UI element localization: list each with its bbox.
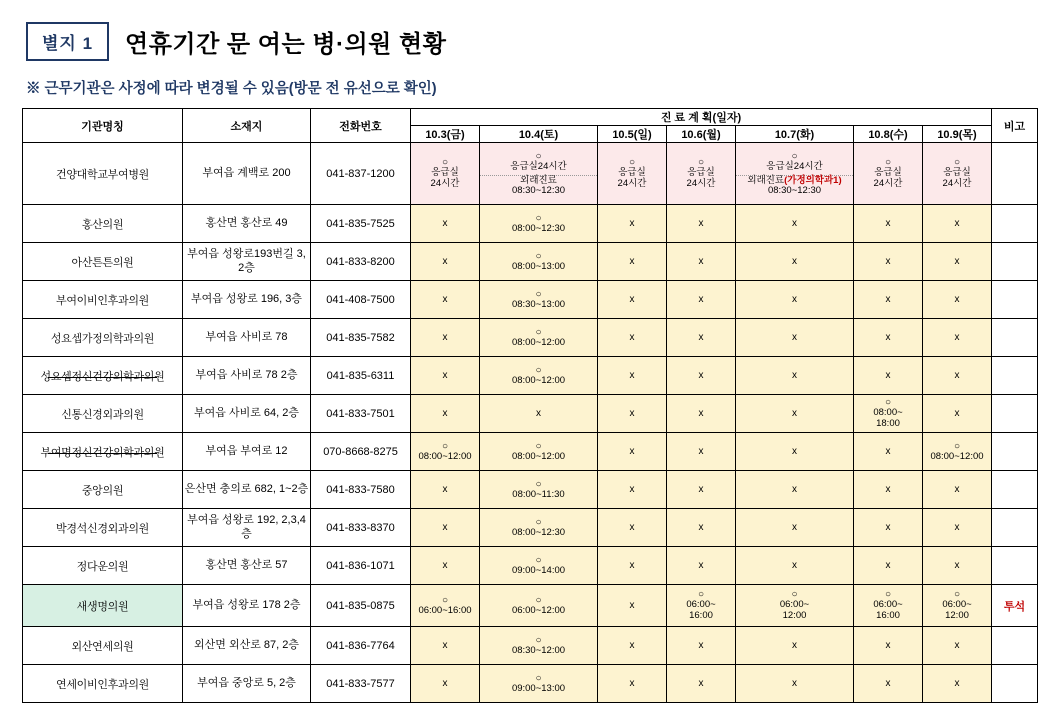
schedule-cell: x (667, 281, 736, 319)
memo-cell (992, 509, 1038, 547)
table-header-row-1 (23, 109, 1038, 126)
clinic-address: 외산면 외산로 87, 2층 (183, 627, 311, 665)
schedule-cell: x (854, 471, 923, 509)
schedule-cell: x (736, 395, 854, 433)
schedule-cell: ○ 08:00~12:00 (480, 357, 598, 395)
table-row (23, 205, 1038, 243)
document-page (0, 22, 1026, 715)
clinic-address: 부여읍 성왕로 196, 3층 (183, 281, 311, 319)
schedule-cell: x (736, 665, 854, 703)
memo-cell (992, 395, 1038, 433)
col-header-day-3: 10.6(월) (667, 126, 736, 143)
clinic-tel: 070-8668-8275 (311, 433, 411, 471)
table-row (23, 319, 1038, 357)
col-header-name: 기관명칭 (23, 109, 183, 143)
schedule-cell: x (598, 471, 667, 509)
schedule-cell: x (854, 665, 923, 703)
schedule-cell: x (854, 319, 923, 357)
schedule-cell: ○ 06:00~ 16:00 (667, 585, 736, 627)
table-row (23, 665, 1038, 703)
col-header-memo: 비고 (992, 109, 1038, 143)
schedule-cell: ○ 08:00~ 18:00 (854, 395, 923, 433)
schedule-cell: x (667, 471, 736, 509)
schedule-cell: x (598, 547, 667, 585)
clinic-name: 건양대학교부여병원 (23, 143, 183, 205)
schedule-cell: ○ 08:00~12:30 (480, 509, 598, 547)
schedule-cell: x (598, 281, 667, 319)
clinic-tel: 041-833-8370 (311, 509, 411, 547)
clinic-address: 부여읍 계백로 200 (183, 143, 311, 205)
clinic-address: 부여읍 사비로 64, 2층 (183, 395, 311, 433)
memo-cell (992, 547, 1038, 585)
schedule-cell: x (598, 205, 667, 243)
schedule-cell: ○ 응급실 24시간 (598, 143, 667, 205)
table-row (23, 471, 1038, 509)
schedule-cell: ○ 응급실 24시간 (923, 143, 992, 205)
schedule-cell: ○ 응급실 24시간 (667, 143, 736, 205)
schedule-cell: x (736, 471, 854, 509)
schedule-cell: x (598, 627, 667, 665)
table-row (23, 243, 1038, 281)
schedule-cell: x (411, 509, 480, 547)
schedule-cell: ○ 09:00~14:00 (480, 547, 598, 585)
memo-cell (992, 665, 1038, 703)
schedule-cell: x (854, 243, 923, 281)
clinic-tel: 041-835-0875 (311, 585, 411, 627)
clinic-address: 홍산면 홍산로 57 (183, 547, 311, 585)
col-header-day-6: 10.9(목) (923, 126, 992, 143)
schedule-cell: x (667, 243, 736, 281)
schedule-cell: ○ 08:00~12:00 (923, 433, 992, 471)
schedule-cell: ○ 08:00~12:30 (480, 205, 598, 243)
clinic-name: 성요셉정신건강의학과의원 (23, 357, 183, 395)
schedule-cell: x (598, 357, 667, 395)
col-header-day-4: 10.7(화) (736, 126, 854, 143)
schedule-cell: x (736, 509, 854, 547)
schedule-cell: x (480, 395, 598, 433)
clinic-name: 성요셉가정의학과의원 (23, 319, 183, 357)
schedule-cell: ○ 응급실 24시간 (411, 143, 480, 205)
clinic-tel: 041-835-6311 (311, 357, 411, 395)
schedule-cell: x (854, 205, 923, 243)
table-row (23, 395, 1038, 433)
clinic-name: 연세이비인후과의원 (23, 665, 183, 703)
schedule-cell: x (411, 205, 480, 243)
schedule-cell: x (667, 395, 736, 433)
clinic-address: 부여읍 성왕로 178 2층 (183, 585, 311, 627)
title-row (26, 22, 979, 61)
schedule-cell: x (854, 547, 923, 585)
schedule-cell: ○ 06:00~ 16:00 (854, 585, 923, 627)
clinic-address: 부여읍 사비로 78 2층 (183, 357, 311, 395)
schedule-cell: x (667, 357, 736, 395)
schedule-cell: ○ 08:00~11:30 (480, 471, 598, 509)
clinic-tel: 041-836-1071 (311, 547, 411, 585)
schedule-cell: x (598, 509, 667, 547)
schedule-cell: x (411, 243, 480, 281)
schedule-cell: x (923, 471, 992, 509)
clinic-name: 신통신경외과의원 (23, 395, 183, 433)
memo-cell (992, 205, 1038, 243)
schedule-cell: x (598, 585, 667, 627)
schedule-cell: ○ 08:00~12:00 (411, 433, 480, 471)
clinic-tel: 041-835-7525 (311, 205, 411, 243)
clinic-tel: 041-835-7582 (311, 319, 411, 357)
memo-cell (992, 433, 1038, 471)
schedule-cell: ○ 06:00~16:00 (411, 585, 480, 627)
schedule-cell: x (736, 627, 854, 665)
schedule-cell: x (854, 281, 923, 319)
clinic-address: 부여읍 성왕로193번길 3, 2층 (183, 243, 311, 281)
schedule-cell: x (736, 319, 854, 357)
table-row (23, 433, 1038, 471)
clinic-tel: 041-836-7764 (311, 627, 411, 665)
page-title: 연휴기간 문 여는 병·의원 현황 (125, 31, 447, 58)
schedule-cell: ○ 응급실24시간 외래진료(가정의학과1) 08:30~12:30 (736, 143, 854, 205)
clinic-address: 부여읍 사비로 78 (183, 319, 311, 357)
schedule-cell: x (667, 509, 736, 547)
table-row (23, 509, 1038, 547)
schedule-cell: x (598, 243, 667, 281)
schedule-cell: x (736, 281, 854, 319)
schedule-cell: x (923, 547, 992, 585)
table-row (23, 547, 1038, 585)
clinic-name: 아산튼튼의원 (23, 243, 183, 281)
schedule-cell: x (667, 627, 736, 665)
schedule-cell: x (854, 433, 923, 471)
table-row (23, 357, 1038, 395)
schedule-cell: x (854, 627, 923, 665)
schedule-cell: x (598, 665, 667, 703)
memo-cell (992, 357, 1038, 395)
clinic-name: 부여명정신건강의학과의원 (23, 433, 183, 471)
schedule-cell: x (736, 205, 854, 243)
clinic-tel: 041-837-1200 (311, 143, 411, 205)
schedule-cell: x (411, 357, 480, 395)
memo-cell (992, 243, 1038, 281)
clinic-tel: 041-833-8200 (311, 243, 411, 281)
table-body (23, 143, 1038, 703)
schedule-table (22, 108, 1038, 703)
schedule-cell: x (598, 395, 667, 433)
schedule-cell: x (923, 395, 992, 433)
schedule-cell: x (598, 433, 667, 471)
note-text: ※ 근무기관은 사정에 따라 변경될 수 있음(방문 전 유선으로 확인) (26, 81, 437, 97)
schedule-cell: ○ 08:00~12:00 (480, 433, 598, 471)
col-header-schedule-group: 진 료 계 획(일자) (411, 109, 992, 126)
clinic-address: 부여읍 성왕로 192, 2,3,4층 (183, 509, 311, 547)
clinic-name: 부여이비인후과의원 (23, 281, 183, 319)
clinic-name: 새생명의원 (23, 585, 183, 627)
schedule-cell: ○ 응급실 24시간 (854, 143, 923, 205)
schedule-cell: x (854, 357, 923, 395)
schedule-cell: x (923, 205, 992, 243)
schedule-cell: x (854, 509, 923, 547)
memo-cell (992, 281, 1038, 319)
schedule-cell: ○ 06:00~12:00 (480, 585, 598, 627)
clinic-address: 은산면 충의로 682, 1~2층 (183, 471, 311, 509)
schedule-cell: x (667, 205, 736, 243)
clinic-name: 외산연세의원 (23, 627, 183, 665)
schedule-cell: ○ 09:00~13:00 (480, 665, 598, 703)
schedule-cell: x (411, 665, 480, 703)
clinic-tel: 041-833-7577 (311, 665, 411, 703)
schedule-cell: x (736, 433, 854, 471)
schedule-cell: x (411, 627, 480, 665)
schedule-cell: x (923, 281, 992, 319)
col-header-day-2: 10.5(일) (598, 126, 667, 143)
col-header-tel: 전화번호 (311, 109, 411, 143)
schedule-cell: x (923, 627, 992, 665)
schedule-cell: x (923, 319, 992, 357)
schedule-cell: x (411, 281, 480, 319)
schedule-cell: ○ 08:30~12:00 (480, 627, 598, 665)
schedule-cell: ○ 08:30~13:00 (480, 281, 598, 319)
schedule-cell: x (411, 319, 480, 357)
schedule-cell: x (667, 547, 736, 585)
schedule-cell: x (598, 319, 667, 357)
schedule-cell: x (411, 471, 480, 509)
memo-cell (992, 471, 1038, 509)
schedule-cell: x (736, 243, 854, 281)
schedule-cell: x (411, 395, 480, 433)
schedule-cell: x (411, 547, 480, 585)
schedule-cell: x (736, 547, 854, 585)
clinic-address: 부여읍 중앙로 5, 2층 (183, 665, 311, 703)
table-row (23, 281, 1038, 319)
schedule-cell: x (923, 357, 992, 395)
schedule-cell: ○ 08:00~13:00 (480, 243, 598, 281)
schedule-cell: x (667, 433, 736, 471)
schedule-cell: x (923, 665, 992, 703)
table-row (23, 585, 1038, 627)
table-row (23, 627, 1038, 665)
memo-cell: 투석 (992, 585, 1038, 627)
schedule-cell: x (667, 319, 736, 357)
clinic-name: 박경석신경외과의원 (23, 509, 183, 547)
clinic-address: 홍산면 홍산로 49 (183, 205, 311, 243)
schedule-cell: x (736, 357, 854, 395)
memo-cell (992, 627, 1038, 665)
col-header-day-0: 10.3(금) (411, 126, 480, 143)
clinic-name: 정다운의원 (23, 547, 183, 585)
col-header-day-1: 10.4(토) (480, 126, 598, 143)
schedule-cell: ○ 08:00~12:00 (480, 319, 598, 357)
clinic-tel: 041-833-7501 (311, 395, 411, 433)
schedule-cell: ○ 응급실24시간 외래진료 08:30~12:30 (480, 143, 598, 205)
clinic-tel: 041-408-7500 (311, 281, 411, 319)
schedule-cell: ○ 06:00~ 12:00 (736, 585, 854, 627)
schedule-cell: x (923, 243, 992, 281)
memo-cell (992, 143, 1038, 205)
schedule-cell: x (667, 665, 736, 703)
memo-cell (992, 319, 1038, 357)
appendix-badge: 별지 1 (26, 22, 109, 61)
col-header-address: 소재지 (183, 109, 311, 143)
clinic-address: 부여읍 부여로 12 (183, 433, 311, 471)
schedule-cell: ○ 06:00~ 12:00 (923, 585, 992, 627)
table-row (23, 143, 1038, 205)
clinic-tel: 041-833-7580 (311, 471, 411, 509)
schedule-cell: x (923, 509, 992, 547)
clinic-name: 홍산의원 (23, 205, 183, 243)
col-header-day-5: 10.8(수) (854, 126, 923, 143)
clinic-name: 중앙의원 (23, 471, 183, 509)
